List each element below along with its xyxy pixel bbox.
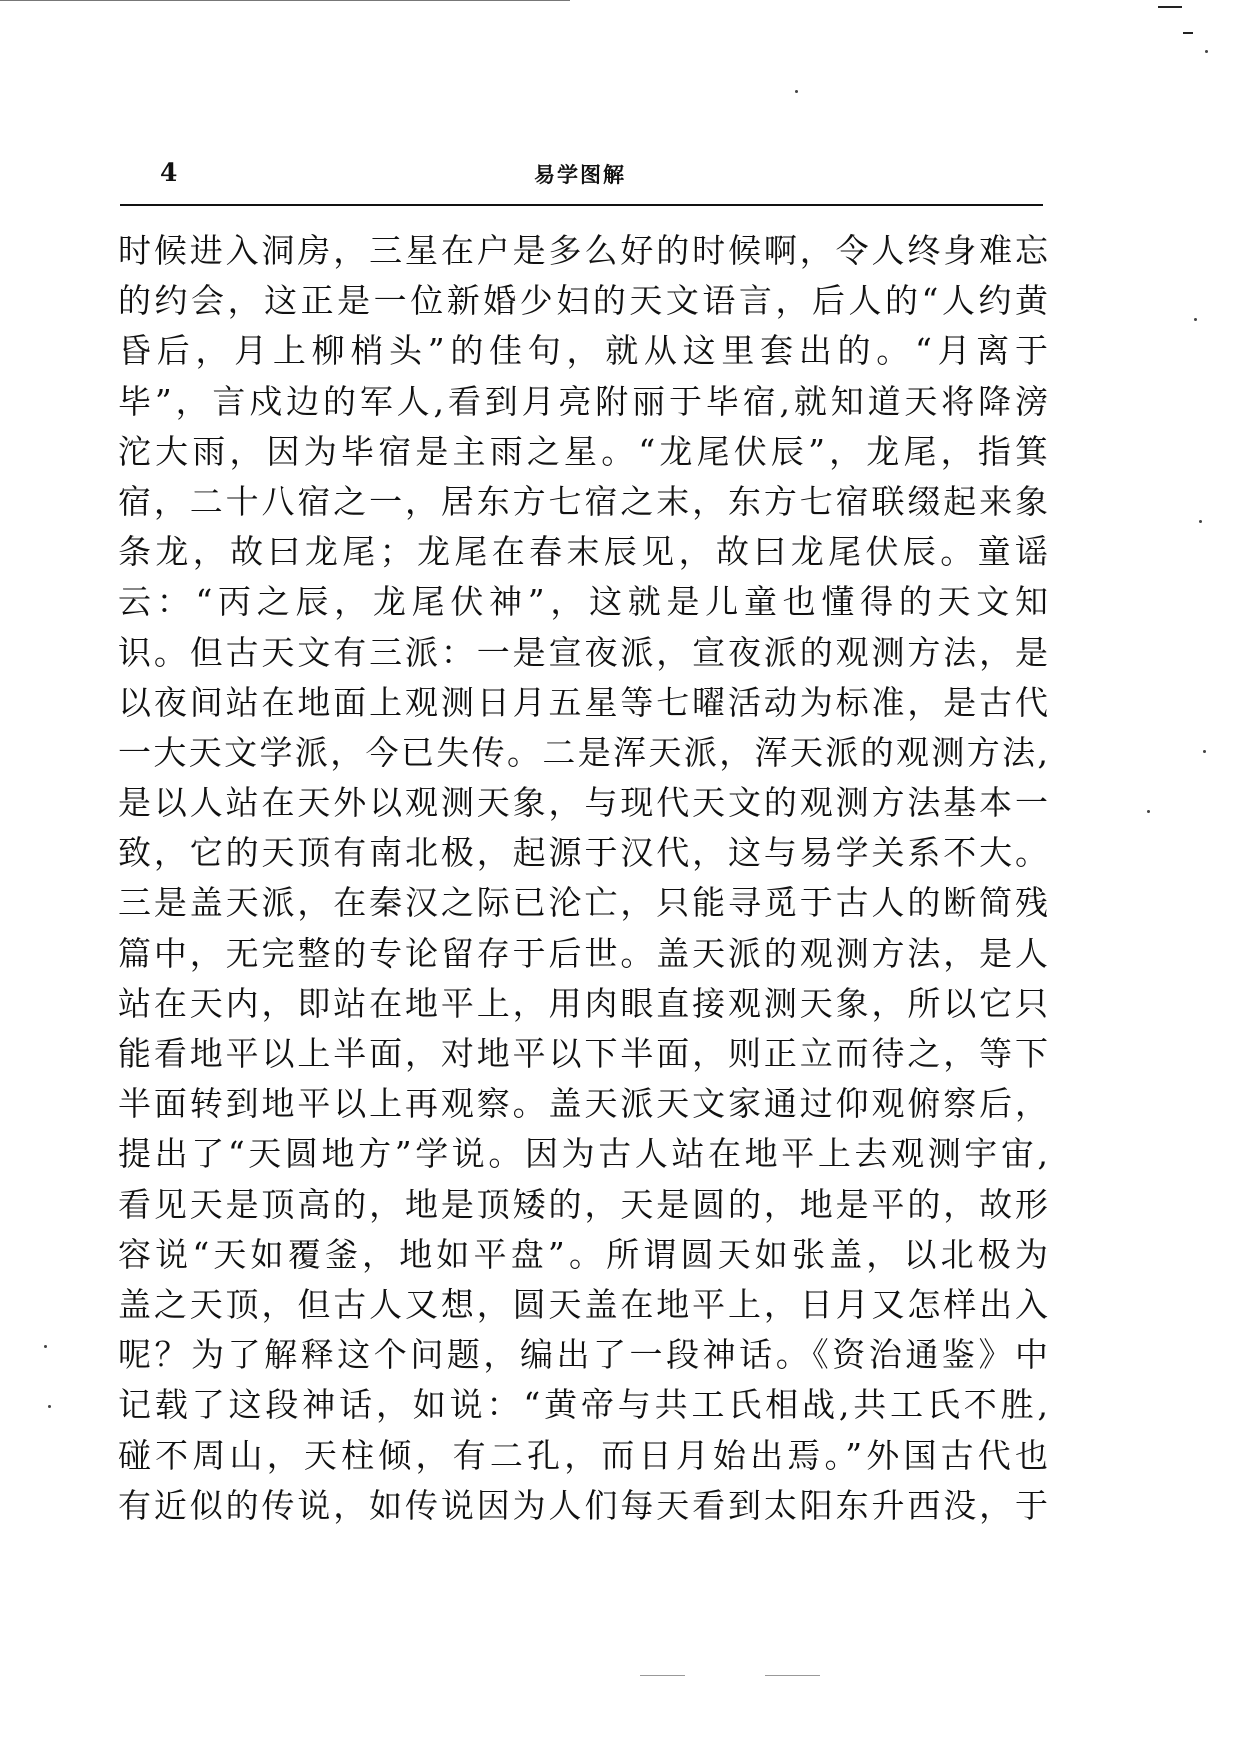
scan-speck bbox=[48, 1405, 51, 1408]
text-line: 毕”，言戍边的军人,看到月亮附丽于毕宿,就知道天将降滂 bbox=[118, 381, 1048, 421]
page-number: 4 bbox=[160, 158, 178, 187]
text-line: 篇中，无完整的专论留存于后世。盖天派的观测方法，是人 bbox=[118, 933, 1048, 973]
text-line: 昏后，月上柳梢头”的佳句，就从这里套出的。“月离于 bbox=[118, 331, 1048, 371]
text-line: 容说“天如覆釜，地如平盘”。所谓圆天如张盖，以北极为 bbox=[118, 1234, 1048, 1274]
text-line: 宿，二十八宿之一，居东方七宿之末，东方七宿联缀起来象 bbox=[118, 481, 1048, 521]
text-line: 提出了“天圆地方”学说。因为古人站在地平上去观测宇宙, bbox=[118, 1134, 1048, 1174]
text-line: 条龙，故曰龙尾；龙尾在春末辰见，故曰龙尾伏辰。童谣 bbox=[118, 532, 1048, 572]
text-line: 以夜间站在地面上观测日月五星等七曜活动为标准，是古代 bbox=[118, 682, 1048, 722]
body-text bbox=[118, 226, 1048, 1531]
scan-mark bbox=[1158, 6, 1182, 8]
text-line: 有近似的传说，如传说因为人们每天看到太阳东升西没，于 bbox=[118, 1485, 1048, 1525]
scan-speck bbox=[44, 1345, 47, 1348]
scan-speck bbox=[1194, 318, 1197, 321]
text-line: 半面转到地平以上再观察。盖天派天文家通过仰观俯察后， bbox=[118, 1084, 1048, 1124]
scan-speck bbox=[1203, 750, 1206, 753]
text-line: 三是盖天派，在秦汉之际已沦亡，只能寻觅于古人的断简残 bbox=[118, 883, 1048, 923]
scan-speck bbox=[1147, 810, 1150, 813]
text-line: 碰不周山，天柱倾，有二孔，而日月始出焉。”外国古代也 bbox=[118, 1435, 1048, 1475]
text-line: 呢？为了解释这个问题，编出了一段神话。《资治通鉴》中 bbox=[118, 1335, 1048, 1375]
text-line: 盖之天顶，但古人又想，圆天盖在地平上，日月又怎样出入 bbox=[118, 1284, 1048, 1324]
text-line: 时候进入洞房，三星在户是多么好的时候啊，令人终身难忘 bbox=[118, 231, 1048, 270]
scan-mark bbox=[640, 1675, 685, 1676]
scan-speck bbox=[1205, 50, 1208, 53]
text-line: 看见天是顶高的，地是顶矮的，天是圆的，地是平的，故形 bbox=[118, 1184, 1048, 1224]
text-line: 识。但古天文有三派：一是宣夜派，宣夜派的观测方法，是 bbox=[118, 632, 1048, 672]
text-line: 沱大雨，因为毕宿是主雨之星。“龙尾伏辰”，龙尾，指箕 bbox=[118, 431, 1048, 471]
text-line: 记载了这段神话，如说：“黄帝与共工氏相战,共工氏不胜, bbox=[118, 1385, 1048, 1425]
running-title: 易学图解 bbox=[534, 162, 626, 187]
scan-speck bbox=[1199, 520, 1202, 523]
text-line: 能看地平以上半面，对地平以下半面，则正立而待之，等下 bbox=[118, 1034, 1048, 1073]
text-line: 一大天文学派，今已失传。二是浑天派，浑天派的观测方法, bbox=[118, 732, 1048, 772]
text-line: 的约会，这正是一位新婚少妇的天文语言，后人的“人约黄 bbox=[118, 281, 1048, 321]
scan-edge-line bbox=[0, 0, 570, 1]
text-line: 是以人站在天外以观测天象，与现代天文的观测方法基本一 bbox=[118, 783, 1048, 823]
header-rule bbox=[120, 204, 1043, 206]
text-line: 云：“丙之辰，龙尾伏神”，这就是儿童也懂得的天文知 bbox=[118, 582, 1048, 622]
scan-mark bbox=[1183, 32, 1193, 34]
text-line: 致，它的天顶有南北极，起源于汉代，这与易学关系不大。 bbox=[118, 833, 1048, 873]
scan-mark bbox=[765, 1675, 820, 1676]
scan-speck bbox=[795, 90, 798, 93]
text-line: 站在天内，即站在地平上，用肉眼直接观测天象，所以它只 bbox=[118, 983, 1048, 1023]
